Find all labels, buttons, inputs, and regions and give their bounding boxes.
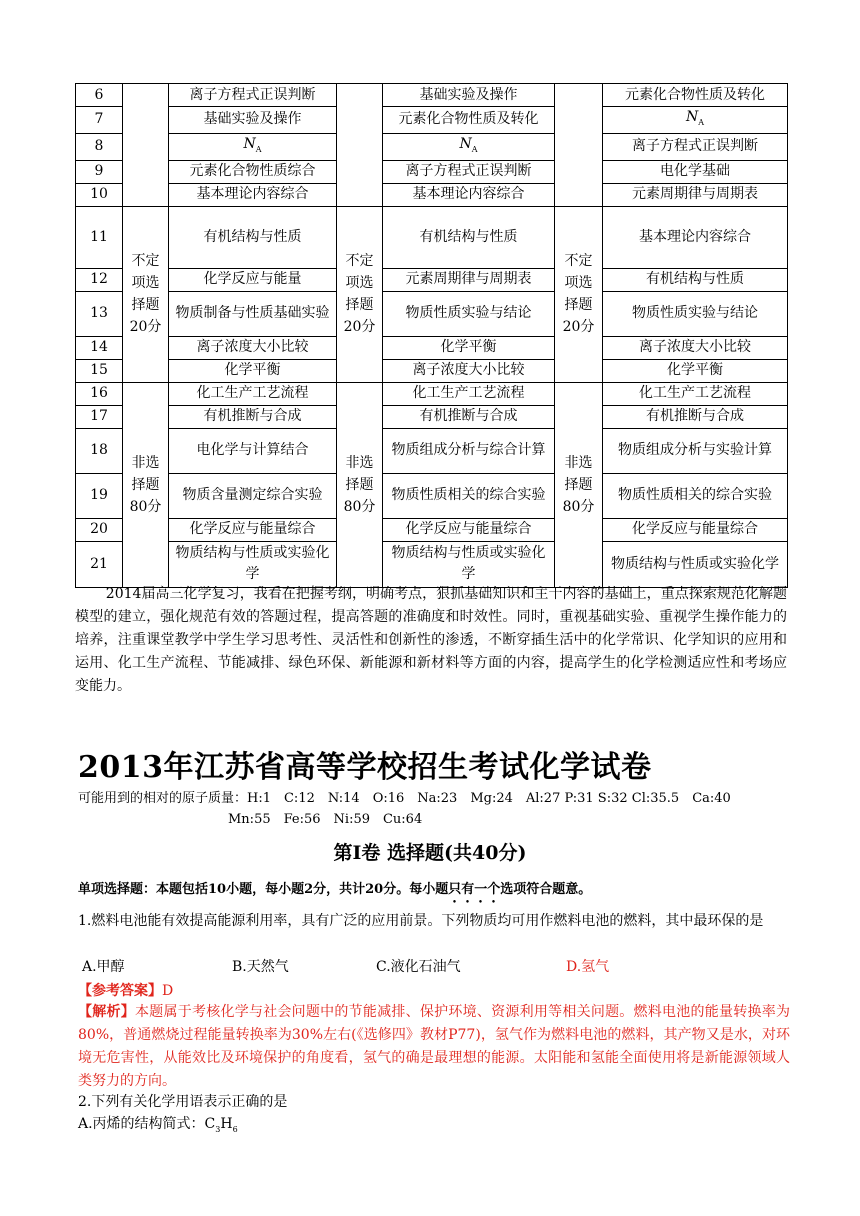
- topic-cell-b: 化学反应与能量综合: [383, 518, 555, 541]
- topic-cell-a: 物质结构与性质或实验化学: [169, 541, 337, 587]
- topic-cell-a: 基本理论内容综合: [169, 183, 337, 206]
- topic-cell-b: 有机结构与性质: [383, 206, 555, 268]
- table-row: [76, 107, 788, 134]
- rule-suffix: 选项符合题意。: [500, 882, 592, 897]
- row-number: 14: [76, 336, 123, 359]
- topic-cell-a: 化工生产工艺流程: [169, 382, 337, 405]
- topic-cell-b: 物质性质实验与结论: [383, 291, 555, 336]
- row-number: 13: [76, 291, 123, 336]
- explanation: [78, 1001, 790, 1093]
- topic-cell-b: 离子方程式正误判断: [383, 160, 555, 183]
- table-row: [76, 428, 788, 473]
- topic-cell-a: 离子浓度大小比较: [169, 336, 337, 359]
- table-row: [76, 133, 788, 160]
- topic-cell-c: 基本理论内容综合: [603, 206, 788, 268]
- answer-value: D: [162, 983, 174, 999]
- table-row: [76, 359, 788, 382]
- question-2-option-a: A.丙烯的结构简式：$C_3H_6$: [78, 1116, 238, 1134]
- topic-cell-a: 基础实验及操作: [169, 107, 337, 134]
- topic-cell-b: 离子浓度大小比较: [383, 359, 555, 382]
- topic-cell-c: 元素周期律与周期表: [603, 183, 788, 206]
- topic-cell-c: 物质性质相关的综合实验: [603, 473, 788, 518]
- row-number: 21: [76, 541, 123, 587]
- table-row: [76, 405, 788, 428]
- group-cell-undefined-choice: 不定项选择题20分: [337, 206, 383, 382]
- row-number: 9: [76, 160, 123, 183]
- exam-title: 2013年江苏省高等学校招生考试化学试卷: [78, 750, 652, 785]
- table-row: [76, 268, 788, 291]
- topic-cell-c: 物质组成分析与实验计算: [603, 428, 788, 473]
- table-row: [76, 206, 788, 268]
- topic-cell-c: 化学平衡: [603, 359, 788, 382]
- topic-cell-a: 有机推断与合成: [169, 405, 337, 428]
- topic-cell-a: $N_A$: [169, 133, 337, 160]
- topic-cell-c: 物质结构与性质或实验化学: [603, 541, 788, 587]
- row-number: 8: [76, 133, 123, 160]
- answer-line: [78, 980, 173, 1000]
- option-c: C.液化石油气: [376, 959, 461, 975]
- option-d: D.氢气: [566, 959, 610, 975]
- row-number: 15: [76, 359, 123, 382]
- atomic-masses-line2: Mn:55 Fe:56 Ni:59 Cu:64: [228, 812, 423, 827]
- explain-label: 【解析】: [78, 1004, 135, 1020]
- table-row: [76, 84, 788, 107]
- topic-cell-a: 元素化合物性质综合: [169, 160, 337, 183]
- topic-cell-c: 离子方程式正误判断: [603, 133, 788, 160]
- topic-cell-b: 物质组成分析与综合计算: [383, 428, 555, 473]
- topic-cell-b: 元素周期律与周期表: [383, 268, 555, 291]
- rule-dotted: 只有一个: [448, 882, 501, 897]
- table-row: [76, 160, 788, 183]
- group-cell-empty: [337, 84, 383, 207]
- topic-cell-c: 电化学基础: [603, 160, 788, 183]
- topic-cell-c: 有机结构与性质: [603, 268, 788, 291]
- row-number: 10: [76, 183, 123, 206]
- topic-cell-b: 有机推断与合成: [383, 405, 555, 428]
- topic-cell-c: $N_A$: [603, 107, 788, 134]
- topic-cell-c: 化学反应与能量综合: [603, 518, 788, 541]
- atomic-masses: [78, 788, 790, 830]
- row-number: 11: [76, 206, 123, 268]
- option-b: B.天然气: [232, 959, 289, 975]
- topic-cell-a: 离子方程式正误判断: [169, 84, 337, 107]
- row-number: 17: [76, 405, 123, 428]
- question-1-stem: 1.燃料电池能有效提高能源利用率，具有广泛的应用前景。下列物质均可用作燃料电池的燃料，其中最环保的是: [78, 913, 764, 929]
- topic-cell-c: 物质性质实验与结论: [603, 291, 788, 336]
- section-rule: [78, 878, 591, 906]
- group-cell-empty: [555, 84, 603, 207]
- table-row: [76, 382, 788, 405]
- topic-cell-c: 有机推断与合成: [603, 405, 788, 428]
- section-title: 第Ⅰ卷 选择题(共40分): [333, 842, 527, 864]
- table-row: [76, 291, 788, 336]
- topic-cell-c: 离子浓度大小比较: [603, 336, 788, 359]
- table-row: [76, 541, 788, 587]
- topic-cell-a: 物质制备与性质基础实验: [169, 291, 337, 336]
- row-number: 6: [76, 84, 123, 107]
- table-row: [76, 336, 788, 359]
- answer-label: 【参考答案】: [78, 983, 162, 999]
- intro-paragraph: 2014届高三化学复习，我看在把握考纲，明确考点，狠抓基础知识和主干内容的基础上，重点探索规范化解题模型的建立，强化规范有效的答题过程，提高答题的准确度和时效性。同时，重视基础实验、重视学生操作能力的培养，注重课堂教学中学生学习思考性、灵活性和创新性的渗透，不断穿插生活中的化学常识、化学知识的应用和运用、化工生产流程、节能减排、绿色环保、新能源和新材料等方面的内容，提高学生的化学检测适应性和考场应变能力。: [75, 586, 787, 694]
- topic-cell-a: 化学平衡: [169, 359, 337, 382]
- row-number: 12: [76, 268, 123, 291]
- topic-cell-a: 化学反应与能量: [169, 268, 337, 291]
- topic-cell-a: 电化学与计算结合: [169, 428, 337, 473]
- group-cell-nonchoice: 非选择题80分: [555, 382, 603, 587]
- rule-prefix: 单项选择题：本题包括10小题，每小题2分，共计20分。每小题: [78, 882, 449, 897]
- topic-cell-b: 化学平衡: [383, 336, 555, 359]
- group-cell-nonchoice: 非选择题80分: [337, 382, 383, 587]
- group-cell-undefined-choice: 不定项选择题20分: [123, 206, 169, 382]
- topic-cell-b: 物质性质相关的综合实验: [383, 473, 555, 518]
- topic-cell-b: 化工生产工艺流程: [383, 382, 555, 405]
- topic-cell-c: 元素化合物性质及转化: [603, 84, 788, 107]
- topic-cell-a: 物质含量测定综合实验: [169, 473, 337, 518]
- atomic-masses-line1: 可能用到的相对的原子质量：H:1 C:12 N:14 O:16 Na:23 Mg:24 Al:27 P:31 S:32 Cl:35.5 Ca:40: [78, 791, 731, 806]
- row-number: 7: [76, 107, 123, 134]
- topic-table: [75, 83, 788, 588]
- option-a: A.甲醇: [82, 959, 125, 975]
- question-2-stem: 2.下列有关化学用语表示正确的是: [78, 1094, 288, 1110]
- topic-cell-a: 化学反应与能量综合: [169, 518, 337, 541]
- row-number: 16: [76, 382, 123, 405]
- topic-cell-a: 有机结构与性质: [169, 206, 337, 268]
- topic-cell-b: $N_A$: [383, 133, 555, 160]
- topic-cell-b: 基本理论内容综合: [383, 183, 555, 206]
- topic-cell-b: 物质结构与性质或实验化学: [383, 541, 555, 587]
- table-row: [76, 518, 788, 541]
- row-number: 18: [76, 428, 123, 473]
- table-row: [76, 183, 788, 206]
- group-cell-nonchoice: 非选择题80分: [123, 382, 169, 587]
- topic-cell-b: 基础实验及操作: [383, 84, 555, 107]
- topic-cell-c: 化工生产工艺流程: [603, 382, 788, 405]
- group-cell-undefined-choice: 不定项选择题20分: [555, 206, 603, 382]
- row-number: 19: [76, 473, 123, 518]
- topic-cell-b: 元素化合物性质及转化: [383, 107, 555, 134]
- table-row: [76, 473, 788, 518]
- row-number: 20: [76, 518, 123, 541]
- explain-text: 本题属于考核化学与社会问题中的节能减排、保护环境、资源利用等相关问题。燃料电池的能量转换率为80%，普通燃烧过程能量转换率为30%左右(《选修四》教材P77)，氢气作为燃料电池的燃料，其产物又是水，对环境无危害性，从能效比及环境保护的角度看，氢气的确是最理想的能源。太阳能和氢能全面使用将是新能源领域人类努力的方向。: [78, 1004, 791, 1089]
- group-cell-empty: [123, 84, 169, 207]
